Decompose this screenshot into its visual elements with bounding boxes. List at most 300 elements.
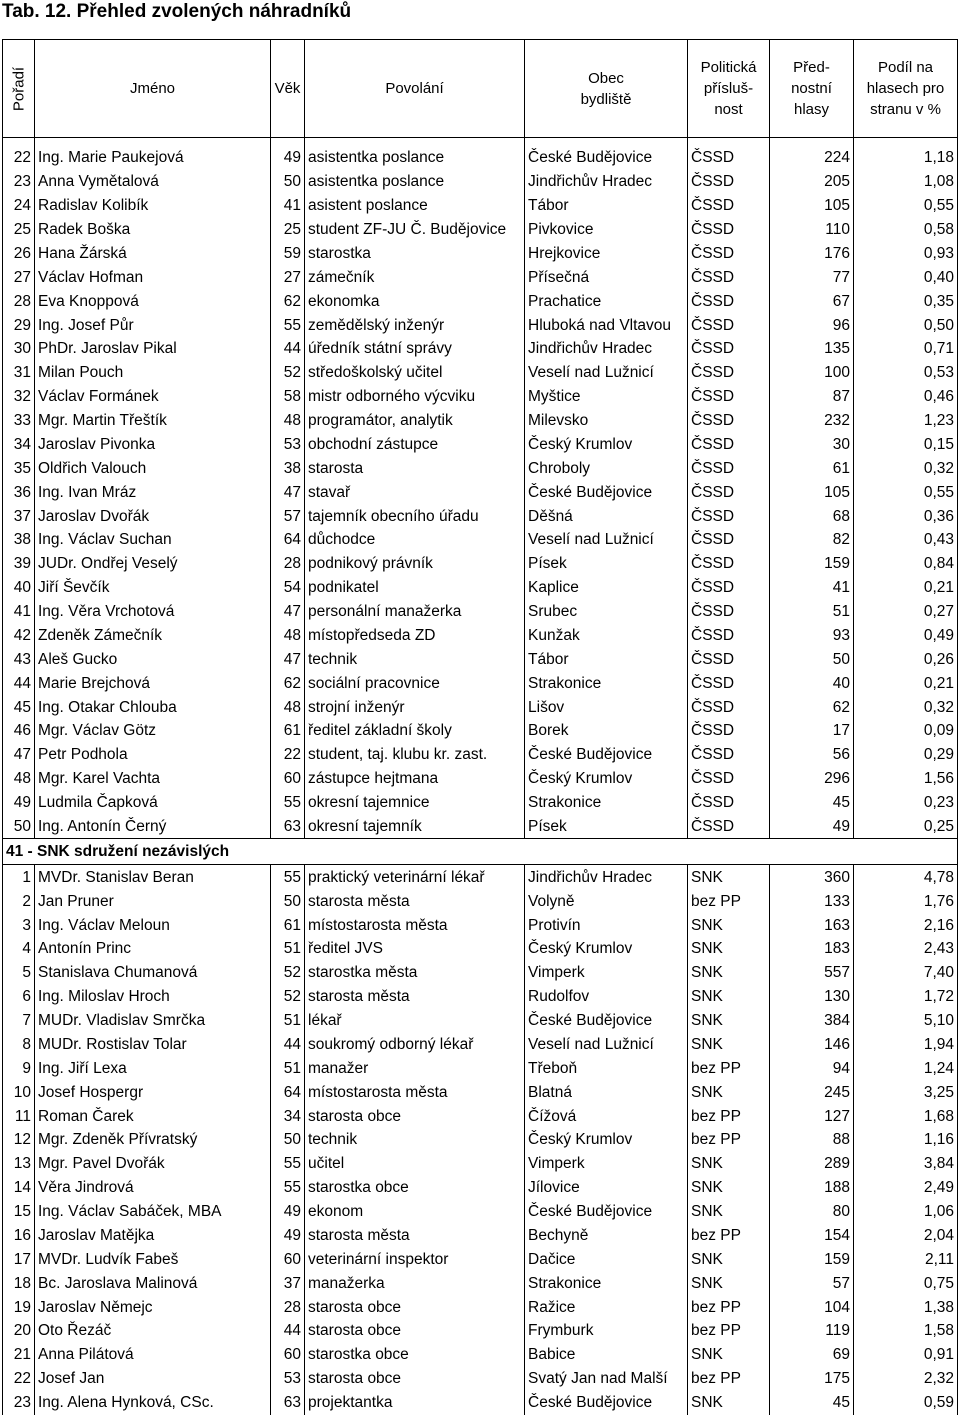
section-heading-row (3, 839, 958, 865)
table-row (3, 265, 958, 289)
row-occupation: lékař (305, 1009, 525, 1033)
row-municipality: Frymburk (525, 1319, 688, 1343)
row-age: 28 (271, 1295, 305, 1319)
row-name: Bc. Jaroslava Malinová (35, 1271, 271, 1295)
table-header-row (3, 40, 958, 138)
row-municipality: České Budějovice (525, 480, 688, 504)
row-party: bez PP (688, 1319, 770, 1343)
row-name: Ing. Ivan Mráz (35, 480, 271, 504)
row-party: ČSSD (688, 815, 770, 839)
row-municipality: Milevsko (525, 409, 688, 433)
row-party: ČSSD (688, 337, 770, 361)
row-occupation: starosta obce (305, 1367, 525, 1391)
row-municipality: Hluboká nad Vltavou (525, 313, 688, 337)
row-party: SNK (688, 1343, 770, 1367)
row-share: 0,58 (854, 218, 958, 242)
row-age: 49 (271, 138, 305, 170)
row-votes: 45 (770, 791, 854, 815)
row-age: 44 (271, 1319, 305, 1343)
row-name: Ing. Václav Sabáček, MBA (35, 1200, 271, 1224)
row-name: Mgr. Karel Vachta (35, 767, 271, 791)
row-party: ČSSD (688, 265, 770, 289)
row-name: Václav Formánek (35, 385, 271, 409)
row-occupation: ředitel základní školy (305, 719, 525, 743)
row-occupation: místostarosta města (305, 1080, 525, 1104)
row-occupation: starostka obce (305, 1176, 525, 1200)
row-age: 55 (271, 313, 305, 337)
row-share: 0,25 (854, 815, 958, 839)
table-row (3, 1033, 958, 1057)
row-age: 37 (271, 1271, 305, 1295)
row-number: 32 (3, 385, 35, 409)
row-age: 51 (271, 1009, 305, 1033)
row-party: ČSSD (688, 409, 770, 433)
row-municipality: Myštice (525, 385, 688, 409)
row-party: bez PP (688, 1056, 770, 1080)
row-party: ČSSD (688, 671, 770, 695)
row-age: 27 (271, 265, 305, 289)
row-age: 49 (271, 1200, 305, 1224)
row-age: 34 (271, 1104, 305, 1128)
row-votes: 110 (770, 218, 854, 242)
row-number: 17 (3, 1247, 35, 1271)
row-age: 52 (271, 985, 305, 1009)
row-name: Josef Hospergr (35, 1080, 271, 1104)
row-occupation: starostka města (305, 961, 525, 985)
row-votes: 50 (770, 647, 854, 671)
row-number: 18 (3, 1271, 35, 1295)
row-votes: 62 (770, 695, 854, 719)
row-share: 1,56 (854, 767, 958, 791)
row-votes: 188 (770, 1176, 854, 1200)
row-occupation: úředník státní správy (305, 337, 525, 361)
table-row (3, 1391, 958, 1415)
row-party: ČSSD (688, 695, 770, 719)
row-number: 27 (3, 265, 35, 289)
row-share: 0,35 (854, 289, 958, 313)
row-number: 16 (3, 1224, 35, 1248)
row-party: ČSSD (688, 456, 770, 480)
section-heading: 41 - SNK sdružení nezávislých (3, 839, 958, 865)
row-municipality: Vimperk (525, 1152, 688, 1176)
row-party: SNK (688, 1009, 770, 1033)
row-name: Ing. Věra Vrchotová (35, 600, 271, 624)
table-row (3, 337, 958, 361)
row-number: 37 (3, 504, 35, 528)
row-votes: 163 (770, 913, 854, 937)
row-votes: 154 (770, 1224, 854, 1248)
row-votes: 61 (770, 456, 854, 480)
row-age: 60 (271, 1247, 305, 1271)
row-age: 64 (271, 1080, 305, 1104)
table-row (3, 385, 958, 409)
row-votes: 57 (770, 1271, 854, 1295)
row-share: 0,43 (854, 528, 958, 552)
table-row (3, 576, 958, 600)
row-number: 38 (3, 528, 35, 552)
row-party: bez PP (688, 1104, 770, 1128)
row-occupation: obchodní zástupce (305, 433, 525, 457)
row-municipality: Písek (525, 552, 688, 576)
row-municipality: Prachatice (525, 289, 688, 313)
row-party: ČSSD (688, 528, 770, 552)
header-jmeno: Jméno (35, 40, 271, 138)
table-row (3, 1247, 958, 1271)
row-votes: 296 (770, 767, 854, 791)
row-name: Jaroslav Pivonka (35, 433, 271, 457)
row-age: 22 (271, 743, 305, 767)
row-municipality: Dačice (525, 1247, 688, 1271)
row-occupation: soukromý odborný lékař (305, 1033, 525, 1057)
row-occupation: starosta (305, 456, 525, 480)
row-municipality: Veselí nad Lužnicí (525, 361, 688, 385)
table-row (3, 1319, 958, 1343)
row-age: 63 (271, 815, 305, 839)
table-row (3, 528, 958, 552)
row-municipality: Veselí nad Lužnicí (525, 528, 688, 552)
row-votes: 119 (770, 1319, 854, 1343)
row-votes: 176 (770, 242, 854, 266)
row-municipality: Rudolfov (525, 985, 688, 1009)
row-share: 1,18 (854, 138, 958, 170)
row-party: ČSSD (688, 743, 770, 767)
row-occupation: veterinární inspektor (305, 1247, 525, 1271)
row-age: 53 (271, 433, 305, 457)
row-share: 1,76 (854, 889, 958, 913)
row-municipality: Veselí nad Lužnicí (525, 1033, 688, 1057)
row-share: 2,16 (854, 913, 958, 937)
row-name: MVDr. Ludvík Fabeš (35, 1247, 271, 1271)
row-name: MUDr. Vladislav Smrčka (35, 1009, 271, 1033)
row-share: 0,93 (854, 242, 958, 266)
row-municipality: České Budějovice (525, 1391, 688, 1415)
row-share: 0,15 (854, 433, 958, 457)
row-municipality: Třeboň (525, 1056, 688, 1080)
row-municipality: Hrejkovice (525, 242, 688, 266)
row-age: 62 (271, 289, 305, 313)
row-occupation: starosta města (305, 985, 525, 1009)
row-number: 42 (3, 624, 35, 648)
row-number: 5 (3, 961, 35, 985)
row-age: 25 (271, 218, 305, 242)
row-occupation: starostka (305, 242, 525, 266)
row-occupation: sociální pracovnice (305, 671, 525, 695)
table-row (3, 1295, 958, 1319)
row-votes: 68 (770, 504, 854, 528)
table-row (3, 1152, 958, 1176)
row-votes: 127 (770, 1104, 854, 1128)
row-number: 36 (3, 480, 35, 504)
row-share: 2,43 (854, 937, 958, 961)
row-number: 45 (3, 695, 35, 719)
row-votes: 159 (770, 552, 854, 576)
row-age: 55 (271, 791, 305, 815)
table-row (3, 1009, 958, 1033)
row-number: 40 (3, 576, 35, 600)
table-row (3, 138, 958, 170)
row-age: 44 (271, 1033, 305, 1057)
row-municipality: Svatý Jan nad Malší (525, 1367, 688, 1391)
row-votes: 104 (770, 1295, 854, 1319)
row-name: Antonín Princ (35, 937, 271, 961)
row-municipality: Bechyně (525, 1224, 688, 1248)
row-share: 0,29 (854, 743, 958, 767)
row-age: 47 (271, 600, 305, 624)
row-name: JUDr. Ondřej Veselý (35, 552, 271, 576)
row-municipality: Kunžak (525, 624, 688, 648)
row-share: 0,21 (854, 576, 958, 600)
row-votes: 130 (770, 985, 854, 1009)
row-number: 4 (3, 937, 35, 961)
row-votes: 30 (770, 433, 854, 457)
row-age: 54 (271, 576, 305, 600)
row-municipality: Pivkovice (525, 218, 688, 242)
row-municipality: Vimperk (525, 961, 688, 985)
row-occupation: starosta města (305, 1224, 525, 1248)
table-row (3, 913, 958, 937)
row-party: SNK (688, 1200, 770, 1224)
row-age: 55 (271, 1176, 305, 1200)
row-name: Anna Pilátová (35, 1343, 271, 1367)
table-row (3, 767, 958, 791)
row-name: Ing. Václav Meloun (35, 913, 271, 937)
row-age: 50 (271, 889, 305, 913)
row-party: bez PP (688, 1128, 770, 1152)
table-row (3, 480, 958, 504)
row-name: Václav Hofman (35, 265, 271, 289)
row-municipality: Český Krumlov (525, 433, 688, 457)
row-municipality: Český Krumlov (525, 1128, 688, 1152)
row-share: 0,55 (854, 194, 958, 218)
row-name: Ludmila Čapková (35, 791, 271, 815)
row-votes: 183 (770, 937, 854, 961)
table-row (3, 409, 958, 433)
row-share: 3,25 (854, 1080, 958, 1104)
row-name: Ing. Alena Hynková, CSc. (35, 1391, 271, 1415)
row-votes: 384 (770, 1009, 854, 1033)
table-row (3, 170, 958, 194)
row-occupation: podnikatel (305, 576, 525, 600)
header-obec: Obec bydliště (525, 40, 688, 138)
row-occupation: ekonom (305, 1200, 525, 1224)
row-votes: 175 (770, 1367, 854, 1391)
row-party: bez PP (688, 1224, 770, 1248)
row-votes: 49 (770, 815, 854, 839)
row-age: 49 (271, 1224, 305, 1248)
row-party: ČSSD (688, 218, 770, 242)
table-row (3, 1271, 958, 1295)
row-name: Oldřich Valouch (35, 456, 271, 480)
row-occupation: starosta obce (305, 1295, 525, 1319)
row-age: 59 (271, 242, 305, 266)
row-share: 0,75 (854, 1271, 958, 1295)
row-party: ČSSD (688, 576, 770, 600)
row-name: PhDr. Jaroslav Pikal (35, 337, 271, 361)
table-row (3, 791, 958, 815)
row-number: 3 (3, 913, 35, 937)
row-votes: 69 (770, 1343, 854, 1367)
row-age: 48 (271, 695, 305, 719)
table-row (3, 289, 958, 313)
row-municipality: Srubec (525, 600, 688, 624)
row-share: 0,40 (854, 265, 958, 289)
row-name: Jaroslav Matějka (35, 1224, 271, 1248)
row-party: ČSSD (688, 767, 770, 791)
row-number: 33 (3, 409, 35, 433)
row-number: 23 (3, 1391, 35, 1415)
row-name: MUDr. Rostislav Tolar (35, 1033, 271, 1057)
table-row (3, 961, 958, 985)
row-age: 52 (271, 961, 305, 985)
substitutes-table (2, 39, 958, 1415)
row-number: 22 (3, 138, 35, 170)
table-row (3, 1056, 958, 1080)
row-share: 0,36 (854, 504, 958, 528)
row-votes: 40 (770, 671, 854, 695)
row-name: Mgr. Václav Götz (35, 719, 271, 743)
row-number: 11 (3, 1104, 35, 1128)
row-share: 0,84 (854, 552, 958, 576)
table-row (3, 600, 958, 624)
row-party: ČSSD (688, 194, 770, 218)
row-votes: 105 (770, 480, 854, 504)
row-votes: 105 (770, 194, 854, 218)
row-share: 1,68 (854, 1104, 958, 1128)
table-row (3, 865, 958, 889)
row-share: 1,58 (854, 1319, 958, 1343)
header-povolani: Povolání (305, 40, 525, 138)
header-vek: Věk (271, 40, 305, 138)
row-party: SNK (688, 913, 770, 937)
row-share: 2,49 (854, 1176, 958, 1200)
row-share: 2,11 (854, 1247, 958, 1271)
row-number: 48 (3, 767, 35, 791)
row-occupation: asistentka poslance (305, 170, 525, 194)
table-row (3, 361, 958, 385)
row-occupation: podnikový právník (305, 552, 525, 576)
row-name: Zdeněk Zámečník (35, 624, 271, 648)
row-name: Ing. Antonín Černý (35, 815, 271, 839)
row-number: 34 (3, 433, 35, 457)
row-municipality: Lišov (525, 695, 688, 719)
table-row (3, 743, 958, 767)
row-occupation: zemědělský inženýr (305, 313, 525, 337)
row-occupation: stavař (305, 480, 525, 504)
table-row (3, 937, 958, 961)
row-number: 39 (3, 552, 35, 576)
row-share: 0,55 (854, 480, 958, 504)
row-occupation: místostarosta města (305, 913, 525, 937)
row-votes: 67 (770, 289, 854, 313)
row-votes: 51 (770, 600, 854, 624)
row-occupation: důchodce (305, 528, 525, 552)
row-number: 12 (3, 1128, 35, 1152)
row-municipality: České Budějovice (525, 138, 688, 170)
row-occupation: starosta obce (305, 1319, 525, 1343)
row-votes: 56 (770, 743, 854, 767)
row-votes: 245 (770, 1080, 854, 1104)
row-municipality: Volyně (525, 889, 688, 913)
table-row (3, 1080, 958, 1104)
row-number: 14 (3, 1176, 35, 1200)
row-municipality: České Budějovice (525, 743, 688, 767)
table-row (3, 433, 958, 457)
row-municipality: Strakonice (525, 1271, 688, 1295)
row-share: 0,23 (854, 791, 958, 815)
row-name: Ing. Josef Půr (35, 313, 271, 337)
row-votes: 159 (770, 1247, 854, 1271)
row-number: 24 (3, 194, 35, 218)
row-number: 2 (3, 889, 35, 913)
row-votes: 80 (770, 1200, 854, 1224)
row-occupation: projektantka (305, 1391, 525, 1415)
row-municipality: Borek (525, 719, 688, 743)
table-row (3, 1104, 958, 1128)
row-number: 28 (3, 289, 35, 313)
row-number: 22 (3, 1367, 35, 1391)
row-votes: 41 (770, 576, 854, 600)
row-votes: 82 (770, 528, 854, 552)
row-share: 7,40 (854, 961, 958, 985)
row-municipality: Český Krumlov (525, 767, 688, 791)
row-name: Jaroslav Němejc (35, 1295, 271, 1319)
row-age: 63 (271, 1391, 305, 1415)
row-number: 20 (3, 1319, 35, 1343)
row-party: bez PP (688, 1295, 770, 1319)
row-party: ČSSD (688, 242, 770, 266)
row-name: Ing. Václav Suchan (35, 528, 271, 552)
row-share: 1,23 (854, 409, 958, 433)
row-name: Anna Vymětalová (35, 170, 271, 194)
row-party: ČSSD (688, 170, 770, 194)
row-occupation: asistentka poslance (305, 138, 525, 170)
row-number: 26 (3, 242, 35, 266)
row-municipality: Chroboly (525, 456, 688, 480)
row-municipality: Tábor (525, 647, 688, 671)
row-occupation: starostka obce (305, 1343, 525, 1367)
row-age: 62 (271, 671, 305, 695)
row-share: 2,32 (854, 1367, 958, 1391)
row-municipality: Protivín (525, 913, 688, 937)
table-row (3, 242, 958, 266)
row-age: 28 (271, 552, 305, 576)
table-row (3, 218, 958, 242)
row-number: 7 (3, 1009, 35, 1033)
row-name: Věra Jindrová (35, 1176, 271, 1200)
row-number: 49 (3, 791, 35, 815)
row-share: 0,27 (854, 600, 958, 624)
row-occupation: mistr odborného výcviku (305, 385, 525, 409)
row-occupation: učitel (305, 1152, 525, 1176)
row-occupation: personální manažerka (305, 600, 525, 624)
header-strana: Politická přísluš-nost (688, 40, 770, 138)
row-party: ČSSD (688, 313, 770, 337)
row-age: 60 (271, 1343, 305, 1367)
row-votes: 17 (770, 719, 854, 743)
row-age: 60 (271, 767, 305, 791)
row-share: 0,53 (854, 361, 958, 385)
row-share: 5,10 (854, 1009, 958, 1033)
row-share: 1,94 (854, 1033, 958, 1057)
row-votes: 232 (770, 409, 854, 433)
row-municipality: České Budějovice (525, 1009, 688, 1033)
row-occupation: technik (305, 647, 525, 671)
row-occupation: strojní inženýr (305, 695, 525, 719)
row-number: 35 (3, 456, 35, 480)
row-share: 1,06 (854, 1200, 958, 1224)
row-name: Mgr. Pavel Dvořák (35, 1152, 271, 1176)
row-municipality: Přísečná (525, 265, 688, 289)
